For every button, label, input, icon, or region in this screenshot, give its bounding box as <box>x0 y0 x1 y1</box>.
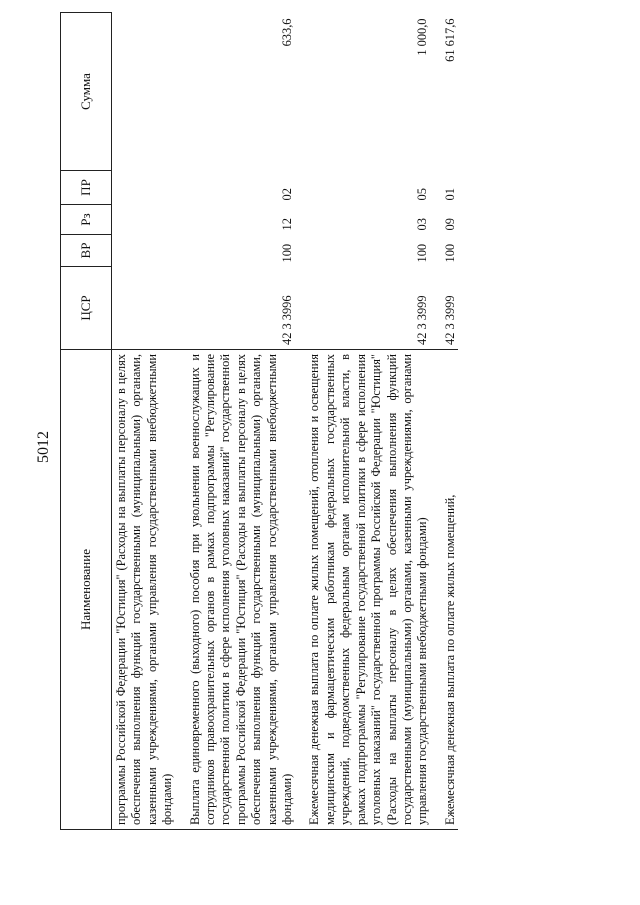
row-name: Выплата единовременного (выходного) пособия при увольнении военнослужащих и сотрудников правоохранительных органов в рамках подпрограммы "Регулирование государственной политики в сфере исполнения уголовных наказаний" государственной программы Российской Федерации "Юстиция" (Расходы на выплаты персоналу в целях обеспечения выполнения функций государственными (муниципальными) органами, казенными учреждениями, органами управления государственными внебюджетными фондами) <box>186 350 296 830</box>
table-row <box>305 13 430 830</box>
table-row <box>186 13 296 830</box>
row-vr: 100 <box>415 243 430 263</box>
row-sum: 633,6 <box>280 18 295 47</box>
header-name: Наименование <box>61 350 112 830</box>
header-rz: Рз <box>61 205 112 235</box>
table-row <box>112 13 176 830</box>
row-csr: 42 3 3999 <box>415 295 430 345</box>
row-vr: 100 <box>280 243 295 263</box>
table-header-row <box>61 13 112 830</box>
row-sum: 1 000,0 <box>415 18 430 56</box>
row-gap <box>431 13 441 830</box>
row-name: Ежемесячная денежная выплата по оплате жилых помещений, <box>441 350 458 830</box>
row-csr: 42 3 3999 <box>442 295 457 345</box>
row-vr <box>112 235 176 267</box>
row-pr <box>112 171 176 205</box>
row-name: программы Российской Федерации "Юстиция" (Расходы на выплаты персоналу в целях обеспечения выполнения функций государственными (муниципальными) органами, казенными учреждениями, органами управления государственными внебюджетными фондами) <box>112 350 176 830</box>
row-sum: 61 617,6 <box>442 18 457 62</box>
row-rz: 09 <box>442 218 457 231</box>
row-csr: 42 3 3996 <box>280 295 295 345</box>
row-rz: 12 <box>280 218 295 231</box>
budget-table <box>60 12 458 830</box>
table-row <box>441 13 458 830</box>
row-sum <box>112 13 176 171</box>
row-csr <box>112 267 176 350</box>
header-sum: Сумма <box>61 13 112 171</box>
row-pr: 01 <box>442 188 457 201</box>
row-gap <box>176 13 186 830</box>
row-rz <box>112 205 176 235</box>
header-vr: ВР <box>61 235 112 267</box>
row-gap <box>295 13 305 830</box>
row-rz: 03 <box>415 218 430 231</box>
header-pr: ПР <box>61 171 112 205</box>
row-name: Ежемесячная денежная выплата по оплате жилых помещений, отопления и освещения медицинским и фармацевтическим работникам федеральных государственных учреждений, подведомственных федеральным органам исполнительной власти, в рамках подпрограммы "Регулирование государственной политики в сфере исполнения уголовных наказаний" государственной программы Российской Федерации "Юстиция" (Расходы на выплаты персоналу в целях обеспечения выполнения функций государственными (муниципальными) органами, казенными учреждениями, органами управления государственными внебюджетными фондами) <box>305 350 430 830</box>
row-pr: 05 <box>415 188 430 201</box>
row-vr: 100 <box>442 243 457 263</box>
header-csr: ЦСР <box>61 267 112 350</box>
row-pr: 02 <box>280 188 295 201</box>
page-number: 5012 <box>35 431 52 463</box>
